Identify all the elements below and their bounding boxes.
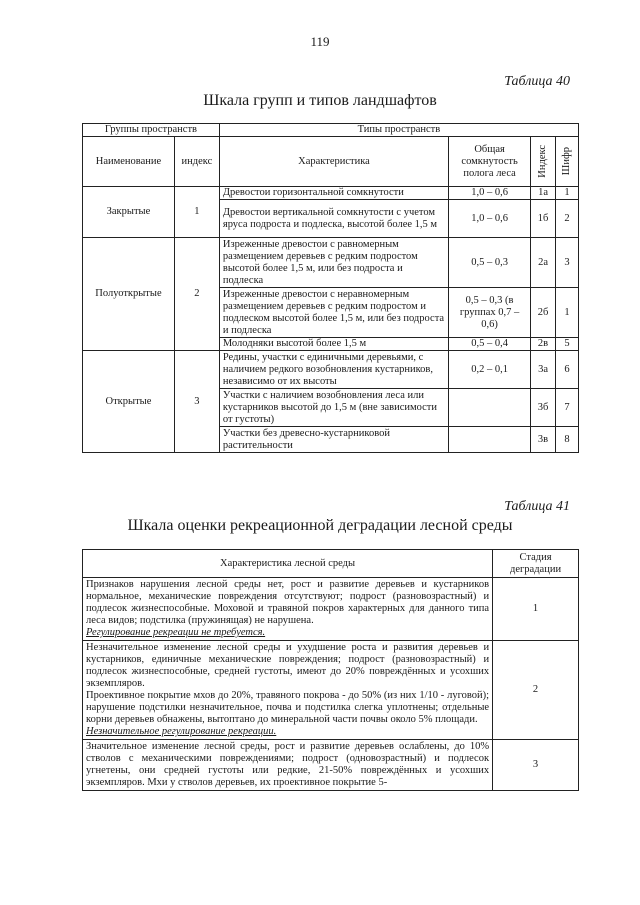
- header-characteristic: Характеристика: [219, 137, 448, 187]
- type-code: 2: [556, 200, 579, 238]
- row-stage: 3: [493, 740, 579, 791]
- type-characteristic: Редины, участки с единичными деревьями, с наличием редкого возобновления кустарников, независимо от их высоты: [219, 351, 448, 389]
- type-characteristic: Изреженные древостои с равномерным размещением деревьев с редким подростом высотой более 1,5 м, или без подроста и подлеска: [219, 238, 448, 288]
- type-density: 0,2 – 0,1: [449, 351, 531, 389]
- table-row: [83, 740, 579, 791]
- type-code: 6: [556, 351, 579, 389]
- header-name: Наименование: [83, 137, 175, 187]
- table-row: [83, 187, 579, 200]
- type-code: 3: [556, 238, 579, 288]
- table-row: [83, 578, 579, 641]
- table40-caption: Таблица 40: [504, 74, 570, 89]
- type-characteristic: Древостои вертикальной сомкнутости с учетом яруса подроста и подлеска, высотой более 1,5 м: [219, 200, 448, 238]
- header-density: Общая сомкнутость полога леса: [449, 137, 531, 187]
- type-characteristic: Изреженные древостои с неравномерным размещением деревьев с редким подростом и подлеском высотой более 1,5 м, или без подроста и подлеска: [219, 288, 448, 338]
- type-density: 0,5 – 0,3 (в группах 0,7 – 0,6): [449, 288, 531, 338]
- row-text: Значительное изменение лесной среды, рост и развитие деревьев ослаблены, до 10% стволов с механическими повреждениями; подрост (одновозрастный) и подлесок угнетены, они средней густоты или редкие, 21-50% повреждённых и усохших экземпляров. Мхи у стволов деревьев, их проективное покрытие 5-: [86, 741, 490, 788]
- group-name: Закрытые: [83, 187, 175, 238]
- type-index: 1а: [531, 187, 556, 200]
- row-stage: 2: [493, 641, 579, 740]
- type-index: 3в: [531, 427, 556, 453]
- table-row: [83, 238, 579, 288]
- type-density: 1,0 – 0,6: [449, 200, 531, 238]
- header-characteristic: Характеристика лесной среды: [83, 550, 493, 578]
- row-stage: 1: [493, 578, 579, 641]
- type-index: 2в: [531, 338, 556, 351]
- type-density: 0,5 – 0,4: [449, 338, 531, 351]
- row-text: Признаков нарушения лесной среды нет, рост и развитие деревьев и кустарников нормальное, механические повреждения отсутствуют; подрост (разновозрастный) и подлесок жизнеспособные. Моховой и травяной покров характерных для данного типа леса видов; подстилка (пружинящая) не нарушена.: [86, 579, 490, 626]
- type-index: 2б: [531, 288, 556, 338]
- type-characteristic: Участки с наличием возобновления леса или кустарников высотой до 1,5 м (вне зависимости от густоты): [219, 389, 448, 427]
- row-note: Незначительное регулирование рекреации.: [86, 726, 277, 737]
- group-index: 1: [174, 187, 219, 238]
- type-density: 1,0 – 0,6: [449, 187, 531, 200]
- row-text: Незначительное изменение лесной среды и ухудшение роста и развития деревьев и кустарников, единичные механические повреждения; подрост (разновозрастный) и подлесок жизнеспособные, средней густоты, имеют до 20% повреждённых и усохших экземпляров.: [86, 642, 490, 689]
- table41-title: Шкала оценки рекреационной деградации лесной среды: [127, 517, 513, 534]
- header-groups: Группы пространств: [83, 124, 220, 137]
- group-index: 2: [174, 238, 219, 351]
- header-stage: Стадия деградации: [493, 550, 579, 578]
- type-characteristic: Молодняки высотой более 1,5 м: [219, 338, 448, 351]
- type-code: 1: [556, 187, 579, 200]
- group-index: 3: [174, 351, 219, 453]
- header-index: индекс: [174, 137, 219, 187]
- type-index: 3а: [531, 351, 556, 389]
- group-name: Полуоткрытые: [83, 238, 175, 351]
- type-index: 3б: [531, 389, 556, 427]
- table-row: [83, 641, 579, 740]
- type-density: 0,5 – 0,3: [449, 238, 531, 288]
- row-note: Регулирование рекреации не требуется.: [86, 627, 266, 638]
- table-row: [83, 351, 579, 389]
- type-characteristic: Участки без древесно-кустарниковой растительности: [219, 427, 448, 453]
- type-code: 5: [556, 338, 579, 351]
- type-code: 8: [556, 427, 579, 453]
- group-name: Открытые: [83, 351, 175, 453]
- table41-caption: Таблица 41: [504, 499, 570, 514]
- type-index: 1б: [531, 200, 556, 238]
- type-index: 2а: [531, 238, 556, 288]
- table40-title: Шкала групп и типов ландшафтов: [203, 92, 437, 109]
- type-density: [449, 427, 531, 453]
- degradation-table: [82, 549, 579, 791]
- row-text-2: Проективное покрытие мхов до 20%, травяного покрова - до 50% (из них 1/10 - луговой); нарушение подстилки незначительное, почва и подстилка слегка уплотнены; отдельные корни деревьев обнажены, вытоптано до минеральной части почвы около 5% площади.: [86, 690, 490, 725]
- header-index-vertical: Индекс: [537, 145, 549, 178]
- landscape-types-table: [82, 123, 579, 453]
- page-number: 119: [310, 34, 330, 49]
- type-code: 1: [556, 288, 579, 338]
- header-types: Типы пространств: [219, 124, 578, 137]
- type-density: [449, 389, 531, 427]
- header-code-vertical: Шифр: [561, 147, 572, 176]
- type-code: 7: [556, 389, 579, 427]
- type-characteristic: Древостои горизонтальной сомкнутости: [219, 187, 448, 200]
